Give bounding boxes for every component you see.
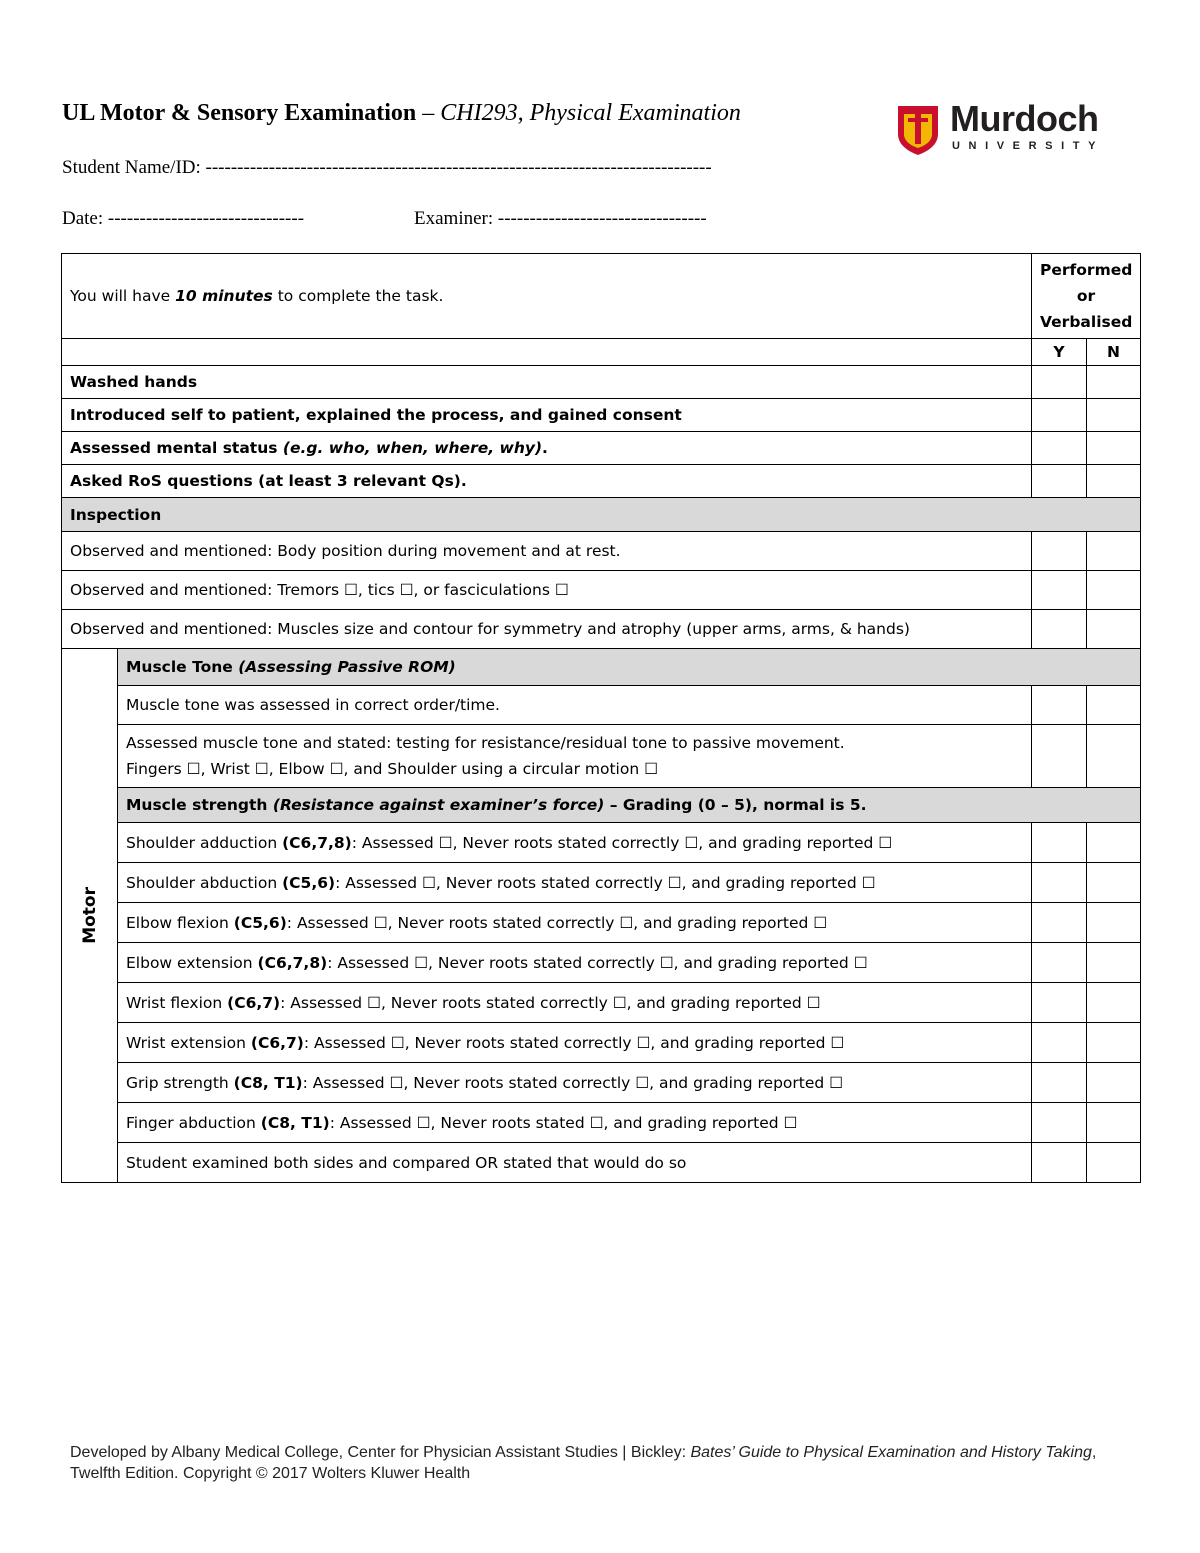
university-crest-icon bbox=[896, 104, 940, 156]
nerve-roots: (C8, T1) bbox=[233, 1073, 303, 1092]
muscle-name: Finger abduction bbox=[126, 1113, 261, 1132]
yes-checkbox[interactable] bbox=[1032, 943, 1087, 983]
strength-heading-text: Muscle strength bbox=[126, 796, 273, 814]
no-checkbox[interactable] bbox=[1087, 943, 1141, 983]
table-row bbox=[62, 1063, 1141, 1103]
no-checkbox[interactable] bbox=[1087, 610, 1141, 649]
yes-header: Y bbox=[1032, 339, 1087, 366]
row-label bbox=[118, 943, 1032, 983]
inspection-heading: Inspection bbox=[62, 498, 1141, 532]
criteria: : Assessed ☐, Never roots stated correctly ☐, and grading reported ☐ bbox=[280, 993, 821, 1012]
muscle-name: Shoulder abduction bbox=[126, 873, 283, 892]
mental-status-examples: (e.g. who, when, where, why) bbox=[282, 439, 543, 457]
criteria: : Assessed ☐, Never roots stated correctly ☐, and grading reported ☐ bbox=[303, 1033, 845, 1052]
strength-heading-end: – Grading (0 – 5), normal is 5. bbox=[604, 796, 867, 814]
no-checkbox[interactable] bbox=[1087, 1063, 1141, 1103]
yes-checkbox[interactable] bbox=[1032, 983, 1087, 1023]
no-checkbox[interactable] bbox=[1087, 366, 1141, 399]
tone-detail-line2: Fingers ☐, Wrist ☐, Elbow ☐, and Shoulder using a circular motion ☐ bbox=[126, 760, 658, 778]
footer-book-title: Bates’ Guide to Physical Examination and History Taking bbox=[690, 1444, 1092, 1461]
section-heading-row bbox=[62, 788, 1141, 823]
table-row bbox=[62, 610, 1141, 649]
yes-checkbox[interactable] bbox=[1032, 686, 1087, 725]
yes-checkbox[interactable] bbox=[1032, 903, 1087, 943]
yes-checkbox[interactable] bbox=[1032, 725, 1087, 788]
page-title bbox=[62, 100, 741, 127]
footer-credit bbox=[70, 1442, 1110, 1484]
intro-row bbox=[62, 254, 1141, 339]
table-row bbox=[62, 725, 1141, 788]
intro-text-post: to complete the task. bbox=[272, 287, 444, 305]
tone-detail-line1: Assessed muscle tone and stated: testing for resistance/residual tone to passive movement. bbox=[126, 734, 845, 752]
footer-text: Developed by Albany Medical College, Center for Physician Assistant Studies | Bickley: bbox=[70, 1444, 691, 1461]
nerve-roots: (C6,7) bbox=[227, 993, 281, 1012]
table-row bbox=[62, 983, 1141, 1023]
mental-status-end: . bbox=[542, 439, 548, 457]
logo-wordmark: Murdoch bbox=[950, 98, 1099, 139]
criteria: : Assessed ☐, Never roots stated correctly ☐, and grading reported ☐ bbox=[302, 1073, 844, 1092]
muscle-tone-heading bbox=[118, 649, 1141, 686]
row-label: Observed and mentioned: Tremors ☐, tics ☐, or fasciculations ☐ bbox=[62, 571, 1032, 610]
yes-checkbox[interactable] bbox=[1032, 571, 1087, 610]
table-row bbox=[62, 943, 1141, 983]
nerve-roots: (C6,7) bbox=[250, 1033, 304, 1052]
row-label bbox=[118, 983, 1032, 1023]
yes-checkbox[interactable] bbox=[1032, 1143, 1087, 1183]
no-checkbox[interactable] bbox=[1087, 983, 1141, 1023]
row-label bbox=[118, 863, 1032, 903]
row-label bbox=[118, 1023, 1032, 1063]
intro-time: 10 minutes bbox=[175, 287, 273, 305]
examiner-field[interactable]: Examiner: --------------------------------- bbox=[414, 208, 707, 229]
table-row bbox=[62, 571, 1141, 610]
table-row bbox=[62, 399, 1141, 432]
title-course: CHI293, Physical Examination bbox=[440, 100, 741, 126]
yes-checkbox[interactable] bbox=[1032, 1103, 1087, 1143]
section-heading-row bbox=[62, 649, 1141, 686]
no-checkbox[interactable] bbox=[1087, 686, 1141, 725]
motor-side-label bbox=[62, 649, 118, 1183]
logo-subtitle: UNIVERSITY bbox=[952, 140, 1105, 152]
motor-label: Motor bbox=[79, 887, 100, 944]
intro-cell bbox=[62, 254, 1032, 339]
yes-checkbox[interactable] bbox=[1032, 823, 1087, 863]
table-row bbox=[62, 465, 1141, 498]
title-dash: – bbox=[416, 100, 441, 126]
checklist-table bbox=[61, 253, 1141, 1183]
performed-header bbox=[1032, 254, 1141, 339]
no-checkbox[interactable] bbox=[1087, 465, 1141, 498]
no-checkbox[interactable] bbox=[1087, 1143, 1141, 1183]
yn-header-row bbox=[62, 339, 1141, 366]
muscle-name: Shoulder adduction bbox=[126, 833, 283, 852]
nerve-roots: (C6,7,8) bbox=[282, 833, 352, 852]
table-row bbox=[62, 532, 1141, 571]
section-heading-row bbox=[62, 498, 1141, 532]
row-label: Introduced self to patient, explained the process, and gained consent bbox=[62, 399, 1032, 432]
muscle-strength-heading bbox=[118, 788, 1141, 823]
row-label bbox=[118, 903, 1032, 943]
tone-heading-text: Muscle Tone bbox=[126, 658, 239, 676]
no-checkbox[interactable] bbox=[1087, 823, 1141, 863]
yes-checkbox[interactable] bbox=[1032, 366, 1087, 399]
no-checkbox[interactable] bbox=[1087, 399, 1141, 432]
footer-copyright: , Twelfth Edition. Copyright © 2017 Wolters Kluwer Health bbox=[70, 1444, 1097, 1482]
tone-heading-italic: (Assessing Passive ROM) bbox=[238, 658, 456, 676]
nerve-roots: (C5,6) bbox=[282, 873, 336, 892]
table-row bbox=[62, 823, 1141, 863]
student-name-field[interactable]: Student Name/ID: -------------------------------------------------------------------------------- bbox=[62, 157, 712, 178]
date-field[interactable]: Date: ------------------------------- bbox=[62, 208, 305, 229]
performed-label: Performed bbox=[1040, 261, 1133, 279]
yes-checkbox[interactable] bbox=[1032, 532, 1087, 571]
no-checkbox[interactable] bbox=[1087, 432, 1141, 465]
row-label bbox=[118, 823, 1032, 863]
table-row bbox=[62, 686, 1141, 725]
strength-heading-italic: (Resistance against examiner’s force) bbox=[272, 796, 605, 814]
table-row bbox=[62, 1103, 1141, 1143]
table-row bbox=[62, 432, 1141, 465]
yes-checkbox[interactable] bbox=[1032, 1023, 1087, 1063]
criteria: : Assessed ☐, Never roots stated ☐, and grading reported ☐ bbox=[329, 1113, 798, 1132]
murdoch-logo bbox=[896, 98, 1106, 158]
criteria: : Assessed ☐, Never roots stated correctly ☐, and grading reported ☐ bbox=[351, 833, 893, 852]
table-row bbox=[62, 1143, 1141, 1183]
row-label: Observed and mentioned: Muscles size and contour for symmetry and atrophy (upper arms, arms, & hands) bbox=[62, 610, 1032, 649]
yes-checkbox[interactable] bbox=[1032, 399, 1087, 432]
row-label bbox=[62, 432, 1032, 465]
row-label bbox=[118, 725, 1032, 788]
table-row bbox=[62, 863, 1141, 903]
no-header: N bbox=[1087, 339, 1141, 366]
muscle-name: Elbow flexion bbox=[126, 913, 234, 932]
nerve-roots: (C5,6) bbox=[233, 913, 287, 932]
row-label: Student examined both sides and compared OR stated that would do so bbox=[118, 1143, 1032, 1183]
nerve-roots: (C6,7,8) bbox=[257, 953, 328, 972]
row-label: Washed hands bbox=[62, 366, 1032, 399]
row-label bbox=[118, 1063, 1032, 1103]
yes-checkbox[interactable] bbox=[1032, 863, 1087, 903]
table-row bbox=[62, 903, 1141, 943]
no-checkbox[interactable] bbox=[1087, 863, 1141, 903]
muscle-name: Grip strength bbox=[126, 1073, 234, 1092]
no-checkbox[interactable] bbox=[1087, 1023, 1141, 1063]
criteria: : Assessed ☐, Never roots stated correctly ☐, and grading reported ☐ bbox=[286, 913, 828, 932]
yes-checkbox[interactable] bbox=[1032, 610, 1087, 649]
row-label: Asked RoS questions (at least 3 relevant Qs). bbox=[62, 465, 1032, 498]
row-label bbox=[118, 1103, 1032, 1143]
muscle-name: Wrist flexion bbox=[126, 993, 228, 1012]
yes-checkbox[interactable] bbox=[1032, 432, 1087, 465]
or-label: or bbox=[1076, 287, 1096, 305]
table-row bbox=[62, 366, 1141, 399]
no-checkbox[interactable] bbox=[1087, 532, 1141, 571]
row-label: Muscle tone was assessed in correct order/time. bbox=[118, 686, 1032, 725]
blank-cell bbox=[62, 339, 1032, 366]
intro-text-pre: You will have bbox=[70, 287, 176, 305]
no-checkbox[interactable] bbox=[1087, 903, 1141, 943]
yes-checkbox[interactable] bbox=[1032, 1063, 1087, 1103]
yes-checkbox[interactable] bbox=[1032, 465, 1087, 498]
mental-status-text: Assessed mental status bbox=[70, 439, 283, 457]
no-checkbox[interactable] bbox=[1087, 571, 1141, 610]
verbalised-label: Verbalised bbox=[1040, 313, 1133, 331]
row-label: Observed and mentioned: Body position during movement and at rest. bbox=[62, 532, 1032, 571]
criteria: : Assessed ☐, Never roots stated correctly ☐, and grading reported ☐ bbox=[327, 953, 868, 972]
criteria: : Assessed ☐, Never roots stated correctly ☐, and grading reported ☐ bbox=[335, 873, 876, 892]
no-checkbox[interactable] bbox=[1087, 1103, 1141, 1143]
no-checkbox[interactable] bbox=[1087, 725, 1141, 788]
muscle-name: Elbow extension bbox=[126, 953, 258, 972]
title-main: UL Motor & Sensory Examination bbox=[62, 100, 417, 126]
nerve-roots: (C8, T1) bbox=[260, 1113, 330, 1132]
muscle-name: Wrist extension bbox=[126, 1033, 251, 1052]
table-row bbox=[62, 1023, 1141, 1063]
